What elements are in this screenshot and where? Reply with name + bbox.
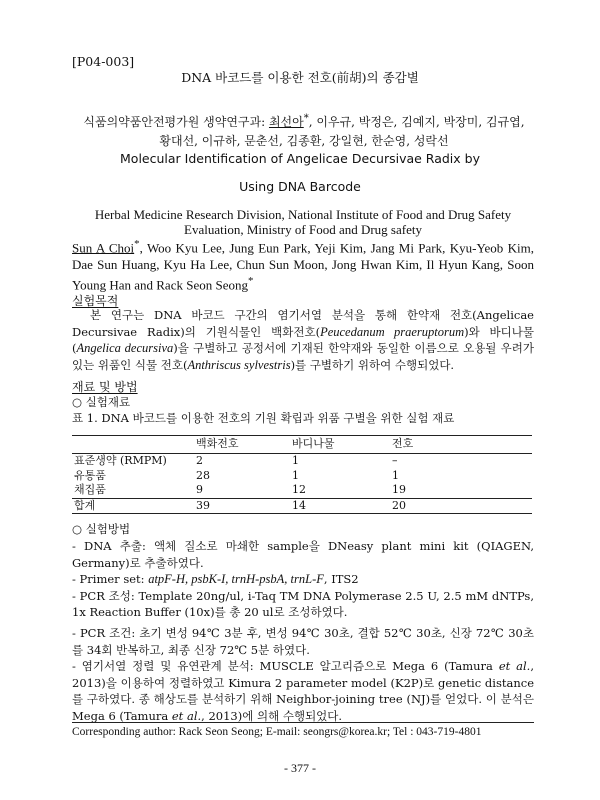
english-title-line1: Molecular Identification of Angelicae Decursivae Radix by bbox=[120, 151, 480, 166]
table-cell: 20 bbox=[390, 498, 532, 514]
corresponding-footnote: Corresponding author: Rack Seon Seong; E-mail: seongrs@korea.kr; Tel : 043-719-4801 bbox=[72, 726, 482, 738]
table-row bbox=[72, 469, 532, 484]
table-header-cell bbox=[72, 436, 194, 454]
bullet-methods: ○ 실험방법 bbox=[72, 522, 131, 536]
table-header-row bbox=[72, 436, 532, 454]
table-cell: 2 bbox=[196, 454, 203, 467]
species-angelica: Angelica decursiva bbox=[76, 341, 174, 355]
purpose-paragraph bbox=[72, 307, 534, 373]
seq-b: , 2013)을 이용하여 정렬하였고 Kimura 2 parameter model (K2P)로 genetic distance를 구하였다. 종 해상도를 분석하기 위해 Neighbor-joining tree (NJ)를 얻었다. 이 분석은 Mega 6 (Tamura bbox=[72, 659, 534, 723]
purpose-s2: )와 바디나물( bbox=[72, 324, 534, 355]
table-cell: 합계 bbox=[72, 498, 194, 514]
table-cell: 19 bbox=[392, 483, 406, 496]
table-cell: 39 bbox=[194, 498, 290, 514]
section-heading-materials: 재료 및 방법 bbox=[72, 380, 138, 394]
method-pcr-conditions: - PCR 조건: 초기 변성 94℃ 3분 후, 변성 94℃ 30초, 결합 52℃ 30초, 신장 72℃ 30초를 34회 반복하고, 최종 신장 72℃ 5분 하였다. bbox=[72, 626, 534, 657]
table-cell: 1 bbox=[292, 468, 299, 482]
method-pcr-composition: - PCR 조성: Template 20ng/ul, i-Taq TM DNA Polymerase 2.5 U, 2.5 mM dNTPs, 1x Reaction Buffer (10x)를 총 20 ul로 조성하였다. bbox=[72, 588, 534, 619]
seq-etal-1: et al. bbox=[498, 659, 531, 673]
methods-block-1 bbox=[72, 538, 534, 621]
table-cell: 1 bbox=[292, 454, 299, 467]
table-cell: 유통품 bbox=[74, 468, 106, 482]
primer-pre: - Primer set: bbox=[72, 572, 149, 586]
table-row bbox=[72, 483, 532, 498]
primer-genes: atpF-H, psbK-I, trnH-psbA, trnL-F bbox=[148, 572, 324, 586]
table-cell: 9 bbox=[196, 483, 203, 496]
table-cell: – bbox=[392, 454, 398, 467]
en-authors-list: , Woo Kyu Lee, Jung Eun Park, Yeji Kim, Jang Mi Park, Kyu-Yeob Kim, Dae Sun Huang, Kyu Ha Lee, Chun Sun Moon, Jong Hwan Kim, Il Hyun Kang, Soon Young Han and Rack Seon Seong bbox=[72, 240, 535, 293]
purpose-s1: 본 연구는 DNA 바코드 구간의 염기서열 분석을 통해 한약재 전호(Angelicae Decursivae Radix)의 기원식물인 백화전호( bbox=[72, 308, 534, 339]
table-row bbox=[72, 454, 532, 469]
seq-c: , 2013)에 의해 수행되었다. bbox=[201, 708, 343, 723]
methods-block-2 bbox=[72, 625, 534, 724]
method-dna-extraction: - DNA 추출: 액체 질소로 마쇄한 sample을 DNeasy plant mini kit (QIAGEN, Germany)로 추출하였다. bbox=[72, 539, 534, 570]
table-caption: 표 1. DNA 바코드를 이용한 전호의 기원 확립과 위품 구별을 위한 실험 재료 bbox=[72, 411, 455, 425]
english-affiliation bbox=[72, 207, 534, 237]
table-cell: 14 bbox=[290, 498, 390, 514]
method-primer-set bbox=[72, 571, 534, 588]
poster-code: [P04-003] bbox=[72, 54, 135, 69]
korean-title: DNA 바코드를 이용한 전호(前胡)의 종감별 bbox=[181, 70, 419, 85]
table-cell: 28 bbox=[196, 468, 210, 482]
section-heading-purpose: 실험목적 bbox=[72, 294, 119, 308]
affiliation-line1: Herbal Medicine Research Division, National Institute of Food and Drug Safety bbox=[94, 207, 512, 222]
kr-corresponding-author: 최선아 bbox=[268, 115, 304, 129]
materials-table bbox=[72, 435, 532, 514]
korean-authors bbox=[70, 109, 538, 151]
kr-affiliation: 식품의약품안전평가원 생약연구과: bbox=[83, 115, 269, 129]
table-header-cell: 백화전호 bbox=[194, 436, 290, 454]
method-sequence-analysis bbox=[72, 658, 534, 724]
seq-a: - 염기서열 정렬 및 유연관계 분석: MUSCLE 알고리즘으로 Mega 6 (Tamura bbox=[72, 659, 499, 673]
page-number: - 377 - bbox=[284, 761, 316, 775]
en-author-mark1: * bbox=[134, 238, 140, 250]
table-cell: 채집품 bbox=[74, 483, 106, 496]
affiliation-line2: Evaluation, Ministry of Food and Drug safety bbox=[184, 222, 422, 237]
table-cell: 1 bbox=[392, 468, 399, 482]
seq-etal-2: et al. bbox=[171, 708, 202, 723]
kr-author-mark: * bbox=[303, 113, 309, 124]
species-peucedanum: Peucedanum praeruptorum bbox=[320, 324, 465, 339]
table-cell: 12 bbox=[292, 483, 306, 496]
table-cell: 표준생약 (RMPM) bbox=[74, 454, 167, 467]
table-header-cell: 전호 bbox=[390, 436, 532, 454]
kr-authors-line2: 황대선, 이규하, 문춘선, 김종환, 강일현, 한순영, 성락선 bbox=[159, 134, 449, 148]
primer-post: , ITS2 bbox=[323, 572, 359, 586]
kr-authors-line1: , 이우규, 박정은, 김예지, 박장미, 김규엽, bbox=[308, 115, 525, 129]
table-header-cell: 바디나물 bbox=[290, 436, 390, 454]
english-authors bbox=[72, 236, 534, 294]
table-total-row bbox=[72, 498, 532, 514]
species-anthriscus: Anthriscus sylvestris bbox=[187, 357, 291, 372]
english-title-line2: Using DNA Barcode bbox=[239, 179, 361, 194]
bullet-materials: ○ 실험재료 bbox=[72, 395, 131, 409]
purpose-s4: )를 구별하기 위하여 수행되었다. bbox=[290, 357, 455, 372]
purpose-s3: )을 구별하고 공정서에 기재된 한약재와 동일한 이름으로 오용될 우려가 있는 위품인 식물 전호( bbox=[72, 341, 535, 372]
en-author-mark2: * bbox=[247, 275, 254, 288]
footnote-divider bbox=[72, 722, 534, 723]
en-corresponding-author: Sun A Choi bbox=[72, 240, 135, 256]
